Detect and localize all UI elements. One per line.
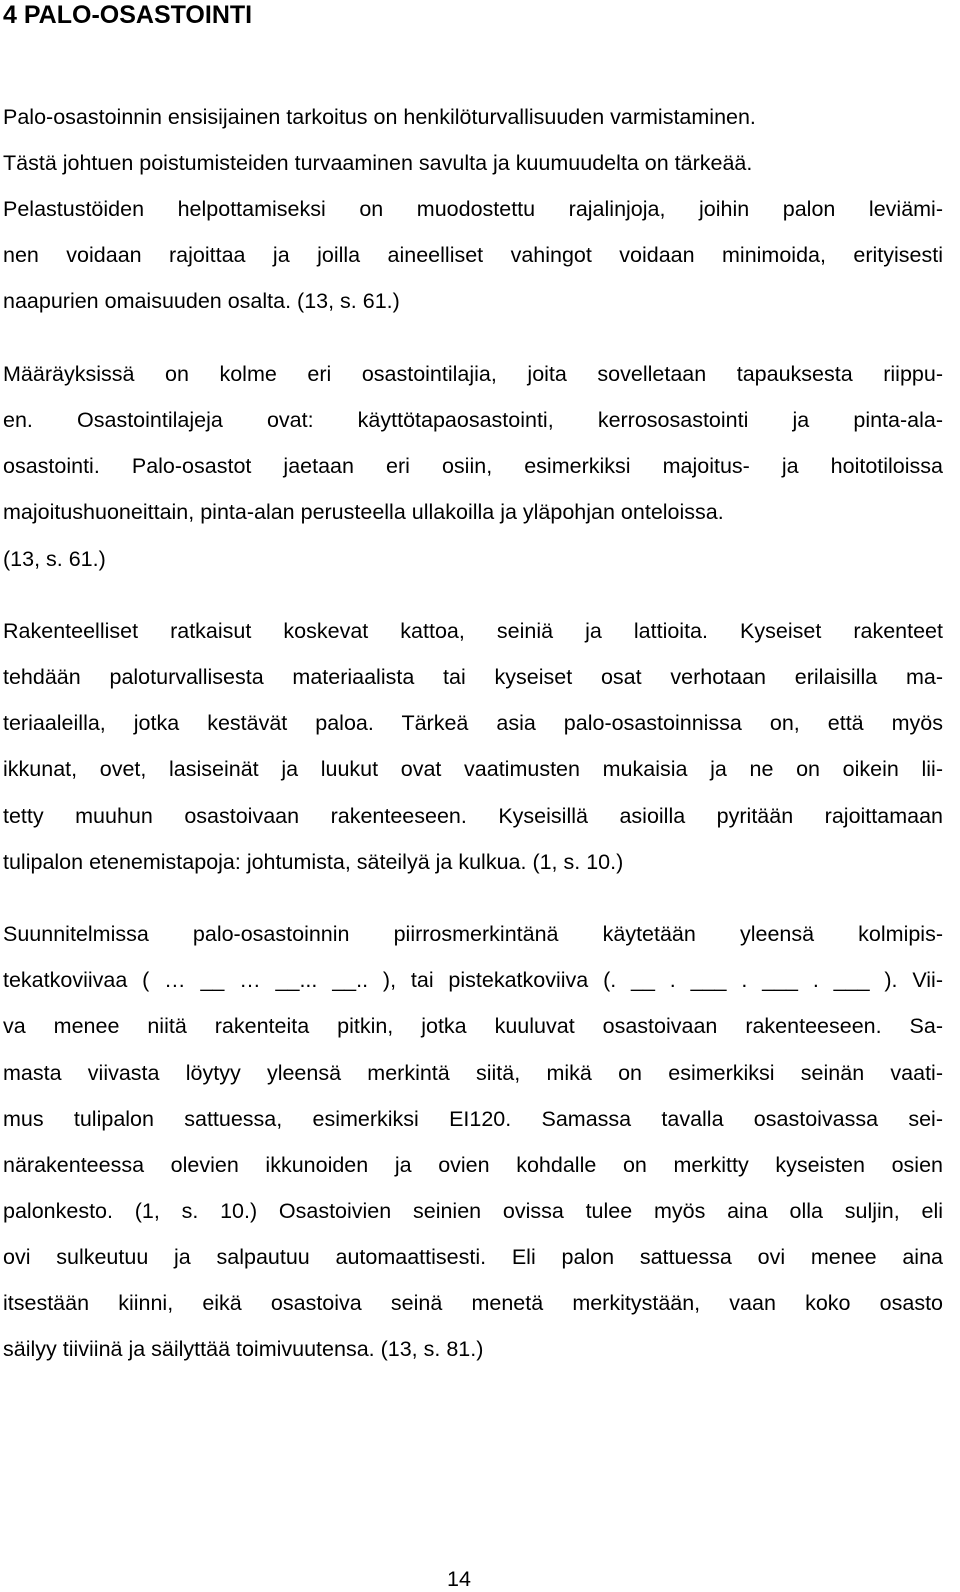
text-line: tulipalon etenemistapoja: johtumista, säteilyä ja kulkua. (1, s. 10.) [3, 850, 624, 874]
text-line: nen voidaan rajoittaa ja joilla aineelliset vahingot voidaan minimoida, erityisesti [3, 243, 943, 267]
text-line: (13, s. 61.) [3, 547, 106, 571]
text-line: naapurien omaisuuden osalta. (13, s. 61.) [3, 289, 400, 313]
chapter-heading: 4 PALO-OSASTOINTI [3, 1, 253, 29]
text-line: Tästä johtuen poistumisteiden turvaaminen savulta ja kuumuudelta on tärkeää. [3, 151, 753, 175]
text-line: Pelastustöiden helpottamiseksi on muodostettu rajalinjoja, joihin palon leviämi- [3, 197, 943, 221]
text-line: närakenteessa olevien ikkunoiden ja ovien kohdalle on merkitty kyseisten osien [3, 1153, 943, 1177]
text-line: va menee niitä rakenteita pitkin, jotka kuuluvat osastoivaan rakenteeseen. Sa- [3, 1014, 943, 1038]
text-line: palonkesto. (1, s. 10.) Osastoivien seinien ovissa tulee myös aina olla suljin, eli [3, 1199, 943, 1223]
text-line: masta viivasta löytyy yleensä merkintä siitä, mikä on esimerkiksi seinän vaati- [3, 1061, 943, 1085]
text-line: Määräyksissä on kolme eri osastointilajia, joita sovelletaan tapauksesta riippu- [3, 362, 943, 386]
text-line: ovi sulkeutuu ja salpautuu automaattisesti. Eli palon sattuessa ovi menee aina [3, 1245, 943, 1269]
text-line: osastointi. Palo-osastot jaetaan eri osiin, esimerkiksi majoitus- ja hoitotiloissa [3, 454, 943, 478]
text-line: säilyy tiiviinä ja säilyttää toimivuutensa. (13, s. 81.) [3, 1337, 484, 1361]
text-line: tetty muuhun osastoivaan rakenteeseen. Kyseisillä asioilla pyritään rajoittamaan [3, 804, 943, 828]
text-line: Suunnitelmissa palo-osastoinnin piirrosmerkintänä käytetään yleensä kolmipis- [3, 922, 943, 946]
text-line: mus tulipalon sattuessa, esimerkiksi EI120. Samassa tavalla osastoivassa sei- [3, 1107, 943, 1131]
text-line: tekatkoviivaa ( … __ … __... __.. ), tai pistekatkoviiva (. __ . ___ . ___ . ___ ). Vii- [3, 968, 943, 992]
text-line: tehdään paloturvallisesta materiaalista tai kyseiset osat verhotaan erilaisilla ma- [3, 665, 943, 689]
text-line: Palo-osastoinnin ensisijainen tarkoitus on henkilöturvallisuuden varmistaminen. [3, 105, 756, 129]
text-line: itsestään kiinni, eikä osastoiva seinä menetä merkitystään, vaan koko osasto [3, 1291, 943, 1315]
text-line: majoitushuoneittain, pinta-alan perusteella ullakoilla ja yläpohjan onteloissa. [3, 500, 724, 524]
page-number: 14 [447, 1567, 471, 1591]
text-line: Rakenteelliset ratkaisut koskevat kattoa, seiniä ja lattioita. Kyseiset rakenteet [3, 619, 943, 643]
text-line: ikkunat, ovet, lasiseinät ja luukut ovat vaatimusten mukaisia ja ne on oikein lii- [3, 757, 943, 781]
text-line: en. Osastointilajeja ovat: käyttötapaosastointi, kerrososastointi ja pinta-ala- [3, 408, 943, 432]
text-line: teriaaleilla, jotka kestävät paloa. Tärkeä asia palo-osastoinnissa on, että myös [3, 711, 943, 735]
